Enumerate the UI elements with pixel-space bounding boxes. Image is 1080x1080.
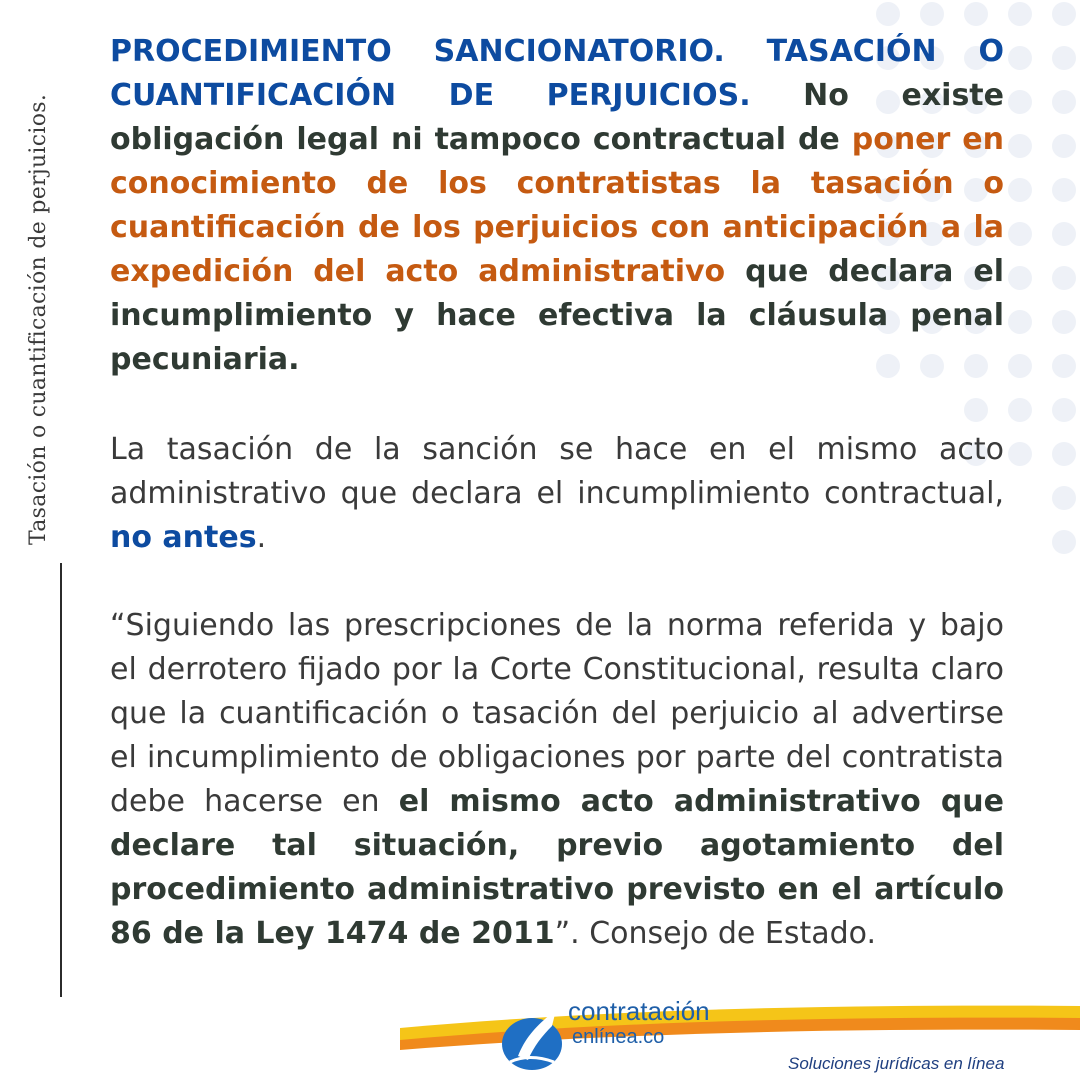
decorative-dot — [1008, 442, 1032, 466]
explanation-emphasis: no antes — [110, 520, 257, 555]
summary-text-2: que declara el incumplimiento y hace efectiva la cláusula penal pecuniaria. — [110, 254, 1004, 377]
decorative-dot — [1008, 354, 1032, 378]
explanation-end: . — [256, 520, 267, 555]
logo-text-line1: contratación — [568, 996, 710, 1026]
side-divider-line — [60, 563, 62, 997]
decorative-dot — [1052, 2, 1076, 26]
decorative-dot — [1052, 530, 1076, 554]
decorative-dot — [1052, 178, 1076, 202]
slogan: Soluciones jurídicas en línea — [788, 1054, 1005, 1073]
decorative-dot — [1008, 222, 1032, 246]
paragraph-quote — [110, 604, 1004, 956]
logo-text-line2: enlínea.co — [572, 1026, 665, 1048]
decorative-dot — [1052, 486, 1076, 510]
paragraph-explanation — [110, 428, 1004, 560]
decorative-dot — [1052, 266, 1076, 290]
paragraph-summary — [110, 30, 1004, 382]
explanation-text: La tasación de la sanción se hace en el mismo acto administrativo que declara el incumplimiento contractual, — [110, 432, 1004, 511]
side-title: Tasación o cuantificación de perjuicios. — [26, 93, 51, 545]
decorative-dot — [1052, 354, 1076, 378]
decorative-dot — [1008, 398, 1032, 422]
decorative-dot — [1052, 398, 1076, 422]
summary-text-1: No existe obligación legal ni tampoco contractual de — [110, 78, 1004, 157]
logo[interactable] — [498, 996, 738, 1076]
decorative-dot — [1052, 442, 1076, 466]
decorative-dot — [876, 2, 900, 26]
decorative-dot — [1052, 90, 1076, 114]
decorative-dot — [1008, 134, 1032, 158]
quote-text: “Siguiendo las prescripciones de la norma referida y bajo el derrotero fijado por la Corte Constitucional, resulta claro que la cuantificación o tasación del perjuicio al advertirse el incumplimiento de obligaciones por parte del contratista debe hacerse en — [110, 608, 1004, 819]
decorative-dot — [964, 2, 988, 26]
quote-bold: el mismo acto administrativo que declare tal situación, previo agotamiento del procedimiento administrativo previsto en el artículo 86 de la Ley 1474 de 2011 — [110, 784, 1004, 951]
decorative-dot — [1008, 2, 1032, 26]
decorative-dot — [1052, 134, 1076, 158]
decorative-dot — [1008, 266, 1032, 290]
decorative-dot — [1008, 90, 1032, 114]
decorative-dot — [1052, 222, 1076, 246]
decorative-dot — [1052, 46, 1076, 70]
summary-highlight: poner en conocimiento de los contratistas la tasación o cuantificación de los perjuicios con anticipación a la expedición del acto administrativo — [110, 122, 1004, 289]
decorative-dot — [1008, 310, 1032, 334]
logo-pen-icon — [498, 996, 568, 1076]
summary-heading: PROCEDIMIENTO SANCIONATORIO. TASACIÓN O CUANTIFICACIÓN DE PERJUICIOS. — [110, 34, 1004, 113]
decorative-dot — [920, 2, 944, 26]
quote-end: ”. Consejo de Estado. — [554, 916, 877, 951]
main-content — [110, 30, 1004, 956]
decorative-dot — [1008, 46, 1032, 70]
decorative-dot — [1052, 310, 1076, 334]
decorative-dot — [1008, 178, 1032, 202]
